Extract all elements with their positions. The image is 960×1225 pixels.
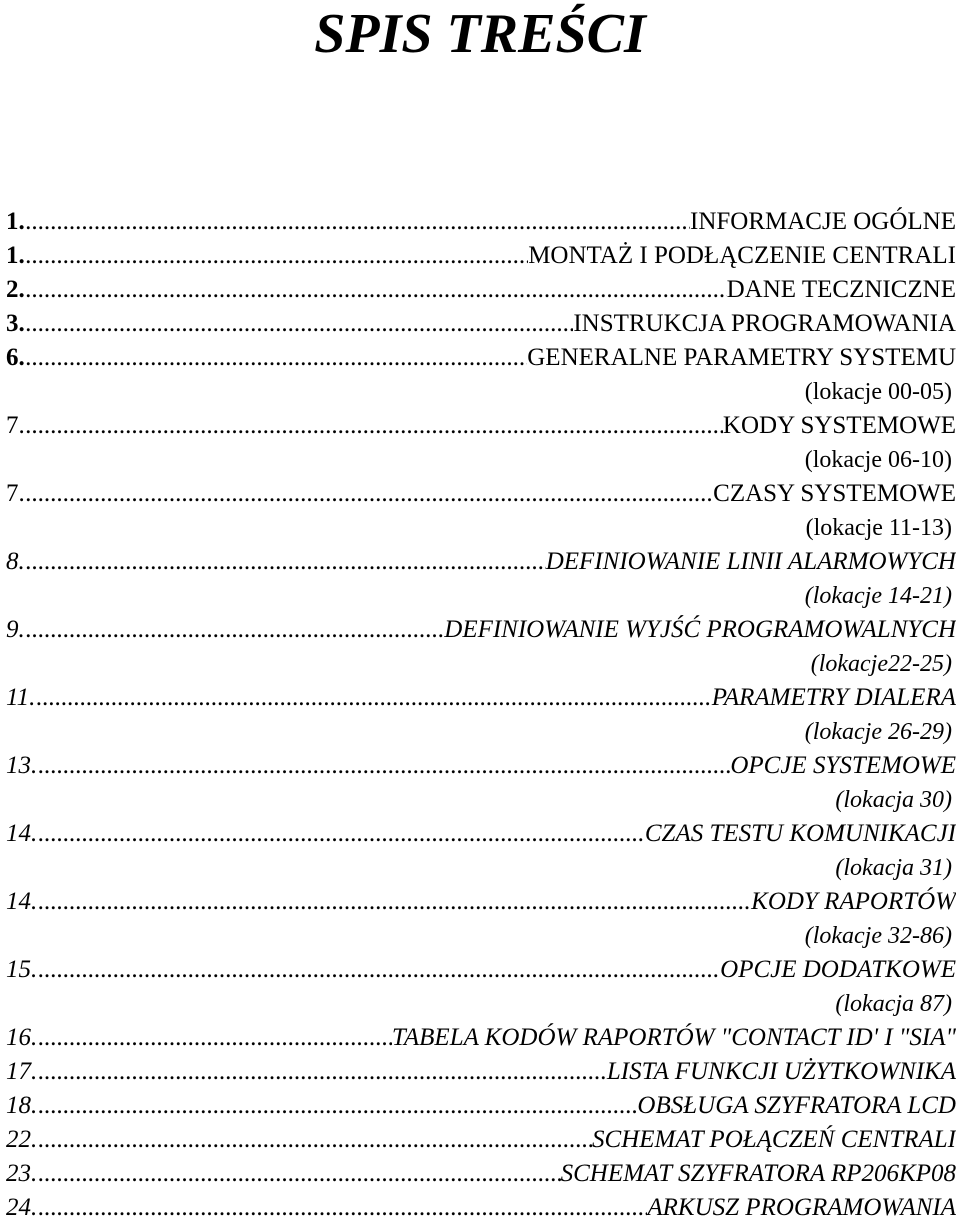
toc-entry-label: SCHEMAT SZYFRATORA RP206KP08 [560, 1160, 956, 1187]
toc-entry-label: KODY RAPORTÓW [751, 888, 956, 915]
toc-entry-label: CZASY SYSTEMOWE [713, 480, 956, 507]
toc-page-number: 1. [6, 242, 25, 269]
toc-entry-label: SCHEMAT POŁĄCZEŃ CENTRALI [592, 1126, 956, 1153]
toc-entry-label: OPCJE SYSTEMOWE [730, 752, 956, 779]
toc-page-number: 16. [6, 1024, 38, 1051]
toc-entry-sublabel: (lokacje 26-29) [804, 719, 952, 745]
toc-leader-dots [37, 1089, 637, 1123]
toc-page-number: 24. [6, 1194, 38, 1221]
toc-page-number: 15. [6, 956, 38, 983]
toc-entry-label: GENERALNE PARAMETRY SYSTEMU [527, 344, 956, 371]
toc-entry [6, 477, 956, 511]
toc-page-number: 22. [6, 1126, 38, 1153]
toc-entry [6, 953, 956, 987]
toc-leader-dots [37, 953, 720, 987]
toc-entry-label: MONTAŻ I PODŁĄCZENIE CENTRALI [528, 242, 956, 269]
toc-entry-label: DEFINIOWANIE LINII ALARMOWYCH [545, 548, 956, 575]
toc-page-number: 14. [6, 820, 38, 847]
toc-entry-label: TABELA KODÓW RAPORTÓW "CONTACT ID' I "SIA" [391, 1024, 956, 1051]
toc-page-number: 3. [6, 310, 25, 337]
toc-entry-label: DANE TECZNICZNE [726, 276, 956, 303]
toc-entry [6, 307, 956, 341]
toc-leader-dots [25, 307, 574, 341]
toc-entry-label: PARAMETRY DIALERA [711, 684, 956, 711]
toc-entry [6, 273, 956, 307]
toc-leader-dots [25, 477, 713, 511]
toc-entry [6, 817, 956, 851]
toc-entry [6, 545, 956, 579]
toc-leader-dots [25, 205, 690, 239]
toc-entry-label: LISTA FUNKCJI UŻYTKOWNIKA [606, 1058, 956, 1085]
toc-entry-label: INFORMACJE OGÓLNE [690, 208, 956, 235]
toc-leader-dots [25, 545, 546, 579]
toc-leader-dots [25, 273, 727, 307]
toc-page-number: 11. [6, 684, 36, 711]
toc-entry-sublabel: (lokacje 11-13) [805, 515, 952, 541]
toc-page-number: 23. [6, 1160, 38, 1187]
toc-leader-dots [35, 681, 711, 715]
toc-page-number: 14. [6, 888, 38, 915]
toc-entry-label: OBSŁUGA SZYFRATORA LCD [637, 1092, 956, 1119]
toc-entry [6, 1055, 956, 1089]
toc-entry-label: INSTRUKCJA PROGRAMOWANIA [573, 310, 956, 337]
toc-entry-sublabel: (lokacje22-25) [810, 651, 952, 677]
toc-leader-dots [37, 1055, 607, 1089]
toc-entry [6, 885, 956, 919]
toc-leader-dots [37, 1191, 647, 1225]
toc-entry [6, 749, 956, 783]
toc-leader-dots [37, 1157, 560, 1191]
toc-page-number: 8. [6, 548, 25, 575]
toc-entry [6, 1021, 956, 1055]
toc-entry [6, 239, 956, 273]
toc-page-number: 18. [6, 1092, 38, 1119]
toc-leader-dots [25, 341, 528, 375]
toc-leader-dots [25, 239, 528, 273]
toc-entry-label: CZAS TESTU KOMUNIKACJI [644, 820, 956, 847]
toc-entry-sublabel: (lokacja 31) [835, 855, 952, 881]
toc-page-number: 9. [6, 616, 25, 643]
toc-page-number: 7. [6, 412, 25, 439]
toc-entry [6, 1191, 956, 1225]
toc-entry [6, 409, 956, 443]
toc-page-number: 1. [6, 208, 25, 235]
toc-entry-sublabel: (lokacje 14-21) [804, 583, 952, 609]
toc-leader-dots [25, 409, 723, 443]
toc-entry-sublabel: (lokacje 06-10) [804, 447, 952, 473]
toc-entry-sublabel: (lokacje 00-05) [804, 379, 952, 405]
toc-leader-dots [37, 817, 645, 851]
toc-page-number: 6. [6, 344, 25, 371]
toc-page-number: 13. [6, 752, 38, 779]
toc-entry [6, 205, 956, 239]
toc-entry [6, 341, 956, 375]
toc-page-number: 17. [6, 1058, 38, 1085]
toc-entry-label: KODY SYSTEMOWE [722, 412, 956, 439]
toc-entry-sublabel: (lokacja 87) [835, 991, 952, 1017]
toc-leader-dots [37, 885, 751, 919]
toc-leader-dots [37, 1123, 592, 1157]
toc-leader-dots [37, 1021, 392, 1055]
toc-entry-sublabel: (lokacja 30) [835, 787, 952, 813]
toc-leader-dots [37, 749, 730, 783]
page-title: SPIS TREŚCI [314, 3, 646, 65]
table-of-contents [6, 205, 956, 1225]
toc-entry [6, 1123, 956, 1157]
toc-entry [6, 613, 956, 647]
toc-entry-label: OPCJE DODATKOWE [720, 956, 956, 983]
toc-entry-sublabel: (lokacje 32-86) [804, 923, 952, 949]
toc-entry [6, 681, 956, 715]
toc-page-number: 7. [6, 480, 25, 507]
toc-entry-label: DEFINIOWANIE WYJŚĆ PROGRAMOWALNYCH [444, 616, 956, 643]
toc-entry [6, 1157, 956, 1191]
toc-leader-dots [25, 613, 445, 647]
toc-entry-label: ARKUSZ PROGRAMOWANIA [647, 1194, 956, 1221]
toc-entry [6, 1089, 956, 1123]
toc-page-number: 2. [6, 276, 25, 303]
